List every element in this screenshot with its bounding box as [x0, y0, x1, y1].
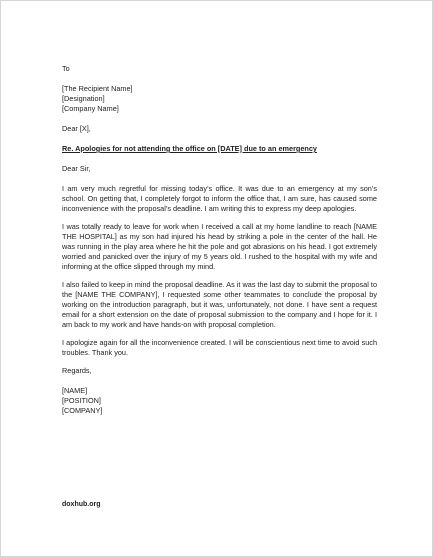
sender-name: [NAME]	[62, 386, 88, 395]
paragraph-1: I am very much regretful for missing today’s office. It was due to an emergency at my son’s school. On getting that, I completely forgot to inform the office that, I am sure, has caused some inconvenience with the proposal’s deadline. I am writing this to express my deep apologies.	[62, 184, 377, 213]
paragraph-2: I was totally ready to leave for work when I received a call at my home landline to reach [NAME THE HOSPITAL] as my son had injured his head by striking a pole in the center of the hall. He was running in the play area where he hit the pole and got abrasions on his head. I got extremely worried and panicked over the injury of my 5 years old. I rushed to the hospital with my wife and informing at the office slipped through my mind.	[62, 222, 377, 271]
recipient-name: [The Recipient Name]	[62, 84, 133, 93]
sender-company: [COMPANY]	[62, 406, 103, 415]
letter-body	[62, 64, 377, 416]
sender-position: [POSITION]	[62, 396, 101, 405]
recipient-designation: [Designation]	[62, 94, 105, 103]
subject-line: Re. Apologies for not attending the office on [DATE] due to an emergency	[62, 144, 317, 153]
salutation: Dear Sir,	[62, 164, 91, 173]
closing: Regards,	[62, 366, 92, 375]
paragraph-3: I also failed to keep in mind the proposal deadline. As it was the last day to submit the proposal to the [NAME THE COMPANY], I requested some other teammates to conclude the proposal by working on the introduction paragraph, but it was, unfortunately, not done. I have sent a request email for a short extension on the date of proposal submission to the company and I hope for it. I am back to my work and have hands-on with proposal completion.	[62, 280, 377, 329]
to-label: To	[62, 64, 70, 73]
paragraph-4: I apologize again for all the inconvenience created. I will be conscientious next time to avoid such troubles. Thank you.	[62, 338, 377, 357]
greeting: Dear [X],	[62, 124, 91, 133]
site-watermark: doxhub.org	[62, 501, 101, 508]
recipient-company: [Company Name]	[62, 104, 119, 113]
